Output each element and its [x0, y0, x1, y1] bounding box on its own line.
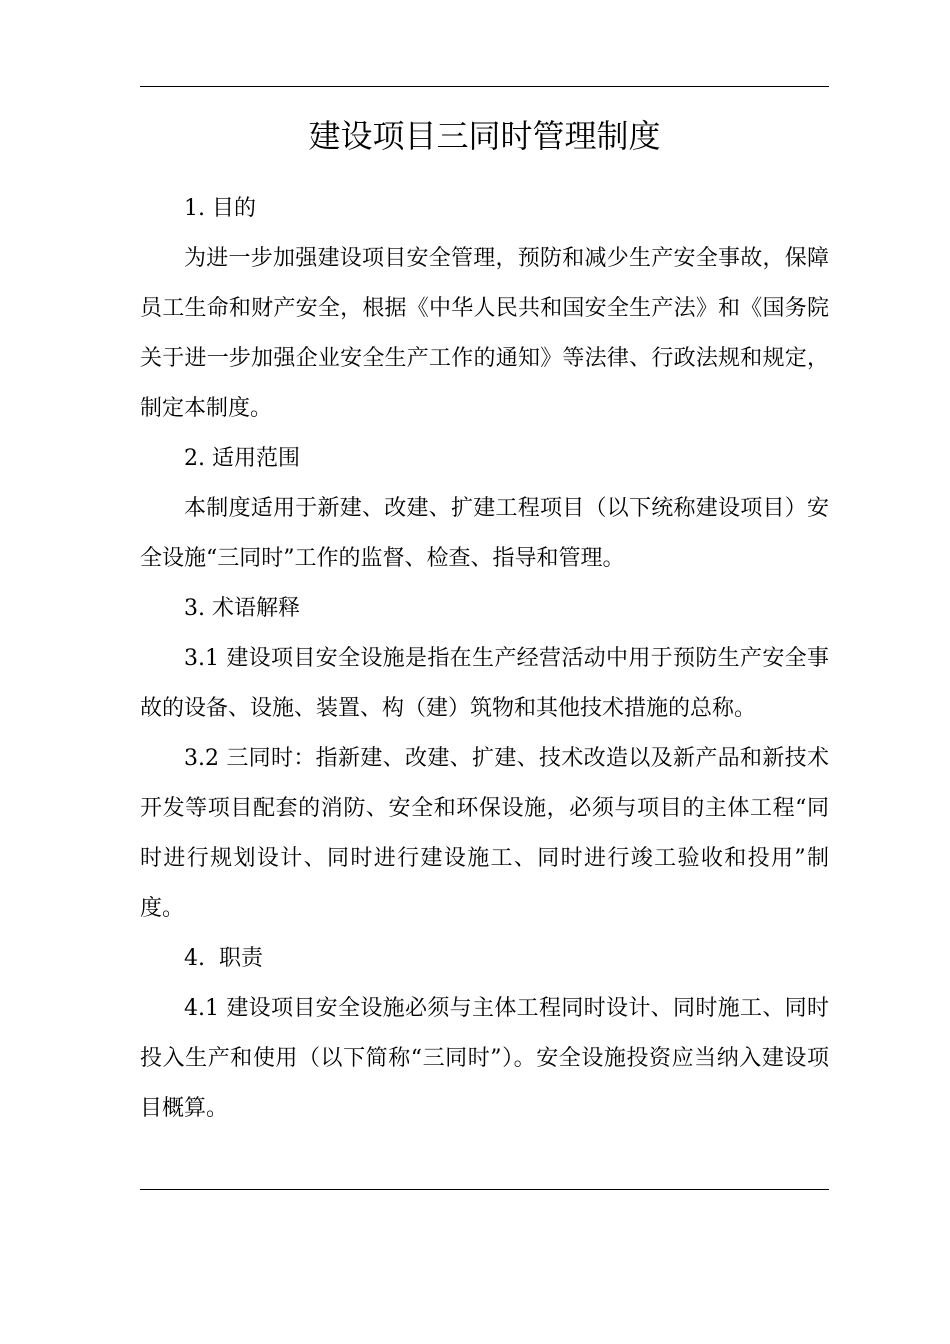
section-heading-duties: 4. 职责: [184, 946, 263, 971]
paragraph-term-3-1: 3.1 建设项目安全设施是指在生产经营活动中用于预防生产安全事故的设备、设施、装置、构（建）筑物和其他技术措施的总称。: [140, 646, 829, 721]
paragraph-duty-4-1: 4.1 建设项目安全设施必须与主体工程同时设计、同时施工、同时投入生产和使用（以下简称“三同时”）。安全设施投资应当纳入建设项目概算。: [140, 996, 829, 1121]
section-heading-purpose: 1. 目的: [184, 196, 256, 221]
header-rule: [140, 86, 829, 87]
paragraph-purpose: 为进一步加强建设项目安全管理，预防和减少生产安全事故，保障员工生命和财产安全，根据《中华人民共和国安全生产法》和《国务院关于进一步加强企业安全生产工作的通知》等法律、行政法规和规定，制定本制度。: [140, 246, 829, 421]
section-heading-terms: 3. 术语解释: [184, 596, 300, 621]
paragraph-term-3-2: 3.2 三同时：指新建、改建、扩建、技术改造以及新产品和新技术开发等项目配套的消防、安全和环保设施，必须与项目的主体工程“同时进行规划设计、同时进行建设施工、同时进行竣工验收和投用”制度。: [140, 746, 829, 921]
footer-rule: [140, 1189, 829, 1190]
document-body: [140, 110, 829, 1134]
section-heading-scope: 2. 适用范围: [184, 446, 300, 471]
document-title: 建设项目三同时管理制度: [308, 117, 661, 155]
paragraph-scope: 本制度适用于新建、改建、扩建工程项目（以下统称建设项目）安全设施“三同时”工作的监督、检查、指导和管理。: [140, 496, 829, 571]
